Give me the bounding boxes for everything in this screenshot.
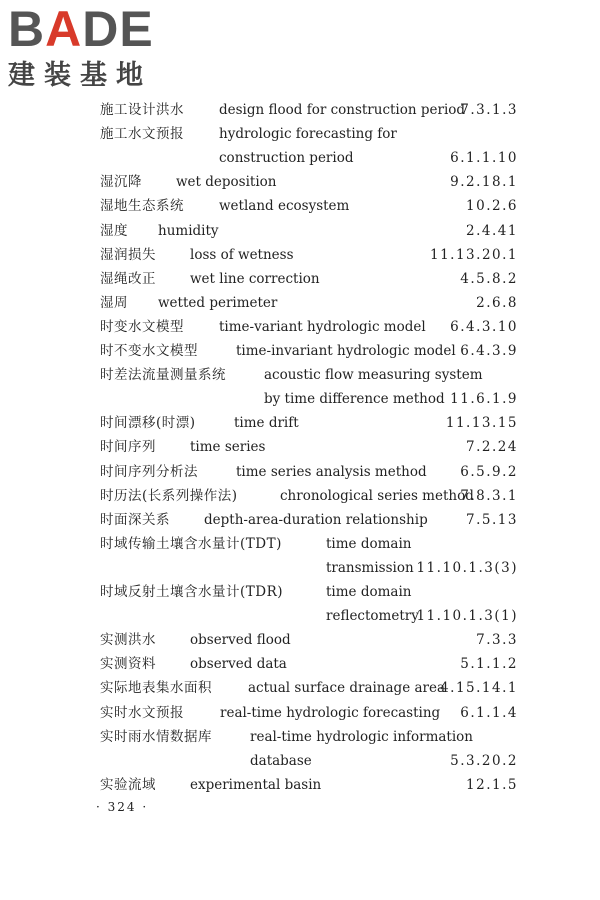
entry-chinese-term: 实测资料: [100, 656, 156, 673]
entry-section-ref: 10.2.6: [466, 198, 518, 215]
glossary-entry: [0, 436, 600, 458]
entry-chinese-term: 湿沉降: [100, 174, 142, 191]
glossary-entry: [0, 726, 600, 748]
site-logo: [8, 1, 178, 96]
entry-section-ref: 6.4.3.9: [460, 343, 518, 359]
entry-chinese-term: 湿绳改正: [100, 270, 156, 287]
entry-section-ref: 7.3.1.3: [460, 102, 518, 118]
glossary-entry: [0, 412, 600, 434]
entry-english-term: wetland ecosystem: [219, 198, 350, 215]
glossary-entry: [0, 509, 600, 531]
glossary-entry: [0, 123, 600, 145]
page-number: · 324 ·: [96, 800, 149, 814]
entry-english-term: construction period: [219, 150, 354, 167]
entry-section-ref: 11.10.1.3(3): [416, 559, 518, 576]
glossary-entry: [0, 485, 600, 507]
glossary-entry: [0, 99, 600, 121]
entry-section-ref: 6.1.1.10: [450, 150, 518, 167]
entry-section-ref: 4.15.14.1: [440, 680, 518, 697]
entry-english-term: design flood for construction period: [219, 102, 466, 118]
entry-english-term: loss of wetness: [190, 246, 294, 263]
glossary-entry: [0, 702, 600, 724]
entry-english-term: real-time hydrologic information: [250, 728, 474, 745]
glossary-entry: [0, 557, 600, 579]
glossary-entry: [0, 195, 600, 217]
glossary-entry: [0, 581, 600, 603]
glossary-entry: [0, 364, 600, 386]
entry-section-ref: 6.1.1.4: [460, 704, 518, 721]
glossary-entry: [0, 340, 600, 362]
entry-english-term: time series analysis method: [236, 463, 427, 480]
entry-section-ref: 4.5.8.2: [460, 270, 518, 287]
glossary-entry: [0, 268, 600, 290]
glossary-entry: [0, 220, 600, 242]
entry-english-term: observed data: [190, 656, 287, 673]
entry-english-term: reflectometry: [326, 608, 419, 625]
entry-chinese-term: 时面深关系: [100, 511, 170, 528]
entry-section-ref: 7.8.3.1: [460, 487, 518, 504]
glossary-entry: [0, 629, 600, 651]
entry-english-term: actual surface drainage area: [248, 680, 446, 697]
entry-english-term: humidity: [158, 222, 219, 239]
entry-english-term: real-time hydrologic forecasting: [220, 704, 441, 721]
entry-chinese-term: 施工设计洪水: [100, 102, 184, 118]
entry-english-term: time domain: [326, 584, 412, 600]
glossary-entry: [0, 605, 600, 627]
entry-chinese-term: 时域反射土壤含水量计(TDR): [100, 584, 284, 600]
entry-english-term: transmission: [326, 559, 414, 576]
entry-chinese-term: 实时水文预报: [100, 704, 184, 721]
entry-chinese-term: 实测洪水: [100, 632, 156, 649]
entry-chinese-term: 实际地表集水面积: [100, 680, 212, 697]
entry-english-term: time drift: [234, 415, 299, 432]
entry-section-ref: 2.6.8: [476, 294, 518, 311]
logo-wordmark: BADE: [8, 1, 154, 57]
entry-english-term: time-invariant hydrologic model: [236, 343, 456, 359]
entry-section-ref: 11.13.20.1: [430, 246, 518, 263]
entry-section-ref: 2.4.41: [466, 222, 518, 239]
glossary-entry: [0, 316, 600, 338]
entry-chinese-term: 时域传输土壤含水量计(TDT): [100, 535, 282, 552]
glossary-entry: [0, 653, 600, 675]
glossary-entry: [0, 388, 600, 410]
entry-english-term: chronological series method: [280, 487, 474, 504]
entry-chinese-term: 湿润损失: [100, 246, 156, 263]
entry-english-term: time domain: [326, 535, 412, 552]
entry-section-ref: 12.1.5: [466, 776, 518, 793]
entry-section-ref: 7.3.3: [476, 632, 518, 649]
entry-chinese-term: 时历法(长系列操作法): [100, 487, 238, 504]
entry-english-term: by time difference method: [264, 391, 445, 408]
entry-chinese-term: 时不变水文模型: [100, 343, 198, 359]
entry-chinese-term: 时间漂移(时漂): [100, 415, 196, 432]
entry-chinese-term: 湿周: [100, 294, 128, 311]
glossary-entry: [0, 147, 600, 169]
entry-english-term: time series: [190, 439, 266, 456]
entry-section-ref: 5.3.20.2: [450, 752, 518, 769]
entry-english-term: acoustic flow measuring system: [264, 367, 483, 384]
entry-section-ref: 11.10.1.3(1): [416, 608, 518, 625]
entry-english-term: hydrologic forecasting for: [219, 126, 397, 143]
entry-english-term: database: [250, 752, 312, 769]
entry-section-ref: 7.2.24: [466, 439, 518, 456]
entry-chinese-term: 时间序列: [100, 439, 156, 456]
entry-chinese-term: 时差法流量测量系统: [100, 367, 226, 384]
entry-chinese-term: 时间序列分析法: [100, 463, 198, 480]
entry-section-ref: 6.5.9.2: [460, 463, 518, 480]
entry-section-ref: 6.4.3.10: [450, 318, 518, 335]
glossary-entry: [0, 533, 600, 555]
entry-english-term: time-variant hydrologic model: [219, 318, 426, 335]
glossary-entry: [0, 292, 600, 314]
entry-section-ref: 7.5.13: [466, 511, 518, 528]
entry-section-ref: 5.1.1.2: [460, 656, 518, 673]
entry-english-term: experimental basin: [190, 776, 322, 793]
entry-section-ref: 11.13.15: [445, 415, 518, 432]
glossary-entry: [0, 244, 600, 266]
entry-english-term: wet deposition: [176, 174, 277, 191]
entry-english-term: depth-area-duration relationship: [204, 511, 428, 528]
entry-chinese-term: 湿度: [100, 222, 128, 239]
glossary-entry: [0, 171, 600, 193]
entry-chinese-term: 实验流域: [100, 776, 156, 793]
logo-chinese: 建装基地: [8, 60, 152, 91]
entry-section-ref: 11.6.1.9: [450, 391, 518, 408]
glossary-entry: [0, 461, 600, 483]
entry-section-ref: 9.2.18.1: [450, 174, 518, 191]
entry-chinese-term: 实时雨水情数据库: [100, 728, 212, 745]
entry-chinese-term: 湿地生态系统: [100, 198, 184, 215]
entry-english-term: observed flood: [190, 632, 291, 649]
entry-chinese-term: 施工水文预报: [100, 126, 184, 143]
glossary-entry: [0, 750, 600, 772]
glossary-entry: [0, 774, 600, 796]
glossary-entry: [0, 677, 600, 699]
entry-english-term: wet line correction: [190, 270, 320, 287]
entry-english-term: wetted perimeter: [158, 294, 278, 311]
entry-chinese-term: 时变水文模型: [100, 318, 184, 335]
